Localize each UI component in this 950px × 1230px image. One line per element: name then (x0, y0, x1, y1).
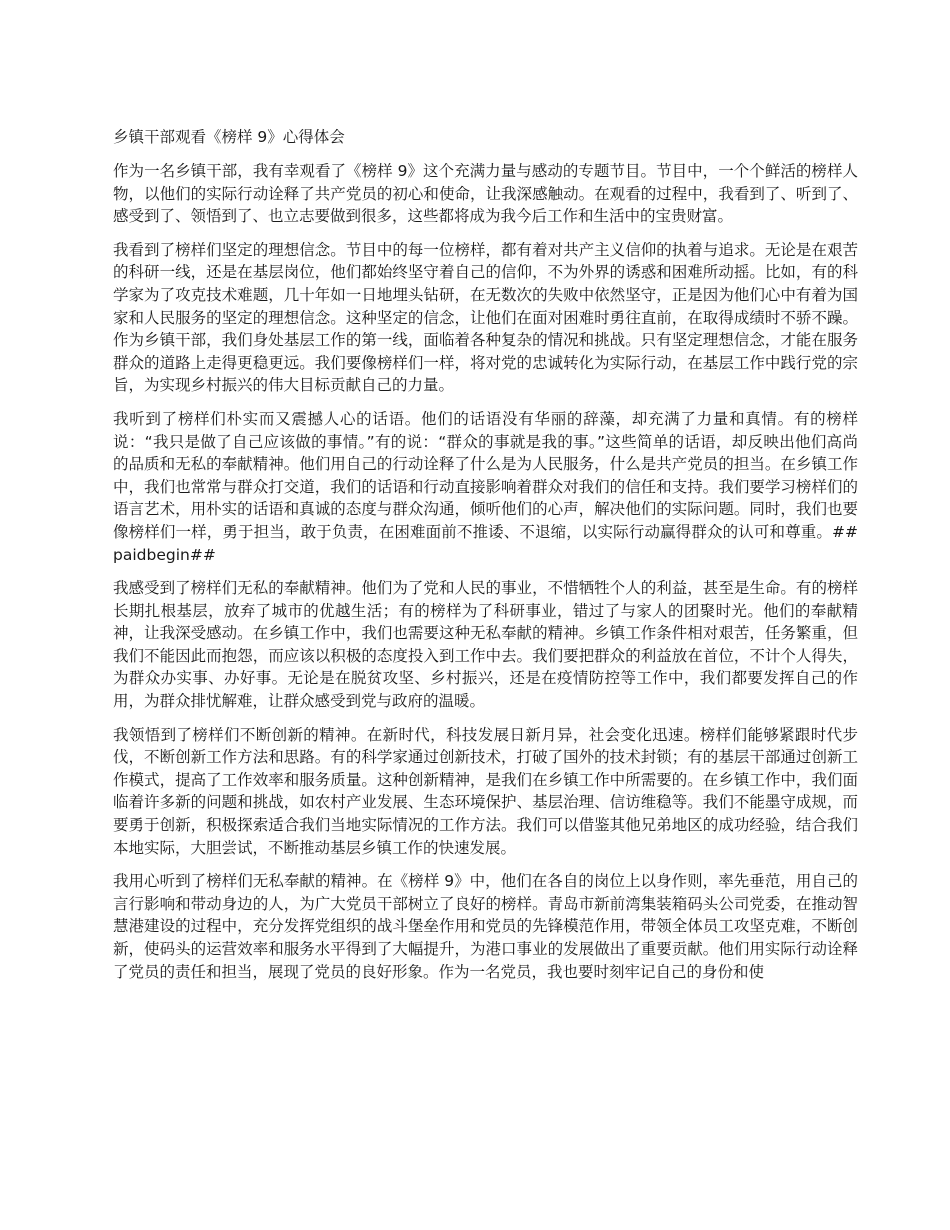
paragraph-3: 我听到了榜样们朴实而又震撼人心的话语。他们的话语没有华丽的辞藻，却充满了力量和真情。有的榜样说：“我只是做了自己应该做的事情。”有的说：“群众的事就是我的事。”这些简单的话语，却反映出他们高尚的品质和无私的奉献精神。他们用自己的行动诠释了什么是为人民服务，什么是共产党员的担当。在乡镇工作中，我们也常常与群众打交道，我们的话语和行动直接影响着群众对我们的信任和支持。我们要学习榜样们的语言艺术，用朴实的话语和真诚的态度与群众沟通，倾听他们的心声，解决他们的实际问题。同时，我们也要像榜样们一样，勇于担当，敢于负责，在困难面前不推诿、不退缩，以实际行动赢得群众的认可和尊重。##paidbegin## (113, 409, 858, 564)
paragraph-6: 我用心听到了榜样们无私奉献的精神。在《榜样 9》中，他们在各自的岗位上以身作则，率先垂范，用自己的言行影响和带动身边的人，为广大党员干部树立了良好的榜样。青岛市新前湾集装箱码头公司党委，在推动智慧港建设的过程中，充分发挥党组织的战斗堡垒作用和党员的先锋模范作用，带领全体员工攻坚克难，不断创新，使码头的运营效率和服务水平得到了大幅提升，为港口事业的发展做出了重要贡献。他们用实际行动诠释了党员的责任和担当，展现了党员的良好形象。作为一名党员，我也要时刻牢记自己的身份和使 (113, 872, 858, 981)
document-page (113, 126, 858, 994)
paragraph-5: 我领悟到了榜样们不断创新的精神。在新时代，科技发展日新月异，社会变化迅速。榜样们能够紧跟时代步伐，不断创新工作方法和思路。有的科学家通过创新技术，打破了国外的技术封锁；有的基层干部通过创新工作模式，提高了工作效率和服务质量。这种创新精神，是我们在乡镇工作中所需要的。在乡镇工作中，我们面临着许多新的问题和挑战，如农村产业发展、生态环境保护、基层治理、信访维稳等。我们不能墨守成规，而要勇于创新，积极探索适合我们当地实际情况的工作方法。我们可以借鉴其他兄弟地区的成功经验，结合我们本地实际，大胆尝试，不断推动基层乡镇工作的快速发展。 (113, 725, 858, 857)
paragraph-4: 我感受到了榜样们无私的奉献精神。他们为了党和人民的事业，不惜牺牲个人的利益，甚至是生命。有的榜样长期扎根基层，放弃了城市的优越生活；有的榜样为了科研事业，错过了与家人的团聚时光。他们的奉献精神，让我深受感动。在乡镇工作中，我们也需要这种无私奉献的精神。乡镇工作条件相对艰苦，任务繁重，但我们不能因此而抱怨，而应该以积极的态度投入到工作中去。我们要把群众的利益放在首位，不计个人得失，为群众办实事、办好事。无论是在脱贫攻坚、乡村振兴，还是在疫情防控等工作中，我们都要发挥自己的作用，为群众排忧解难，让群众感受到党与政府的温暖。 (113, 579, 858, 711)
paragraph-1: 作为一名乡镇干部，我有幸观看了《榜样 9》这个充满力量与感动的专题节目。节目中，一个个鲜活的榜样人物，以他们的实际行动诠释了共产党员的初心和使命，让我深感触动。在观看的过程中，我看到了、听到了、感受到了、领悟到了、也立志要做到很多，这些都将成为我今后工作和生活中的宝贵财富。 (113, 162, 858, 226)
document-title: 乡镇干部观看《榜样 9》心得体会 (113, 128, 345, 146)
paragraph-2: 我看到了榜样们坚定的理想信念。节目中的每一位榜样，都有着对共产主义信仰的执着与追求。无论是在艰苦的科研一线，还是在基层岗位，他们都始终坚守着自己的信仰，不为外界的诱惑和困难所动摇。比如，有的科学家为了攻克技术难题，几十年如一日地埋头钻研，在无数次的失败中依然坚守，正是因为他们心中有着为国家和人民服务的坚定的理想信念。这种坚定的信念，让他们在面对困难时勇往直前，在取得成绩时不骄不躁。作为乡镇干部，我们身处基层工作的第一线，面临着各种复杂的情况和挑战。只有坚定理想信念，才能在服务群众的道路上走得更稳更远。我们要像榜样们一样，将对党的忠诚转化为实际行动，在基层工作中践行党的宗旨，为实现乡村振兴的伟大目标贡献自己的力量。 (113, 240, 858, 395)
